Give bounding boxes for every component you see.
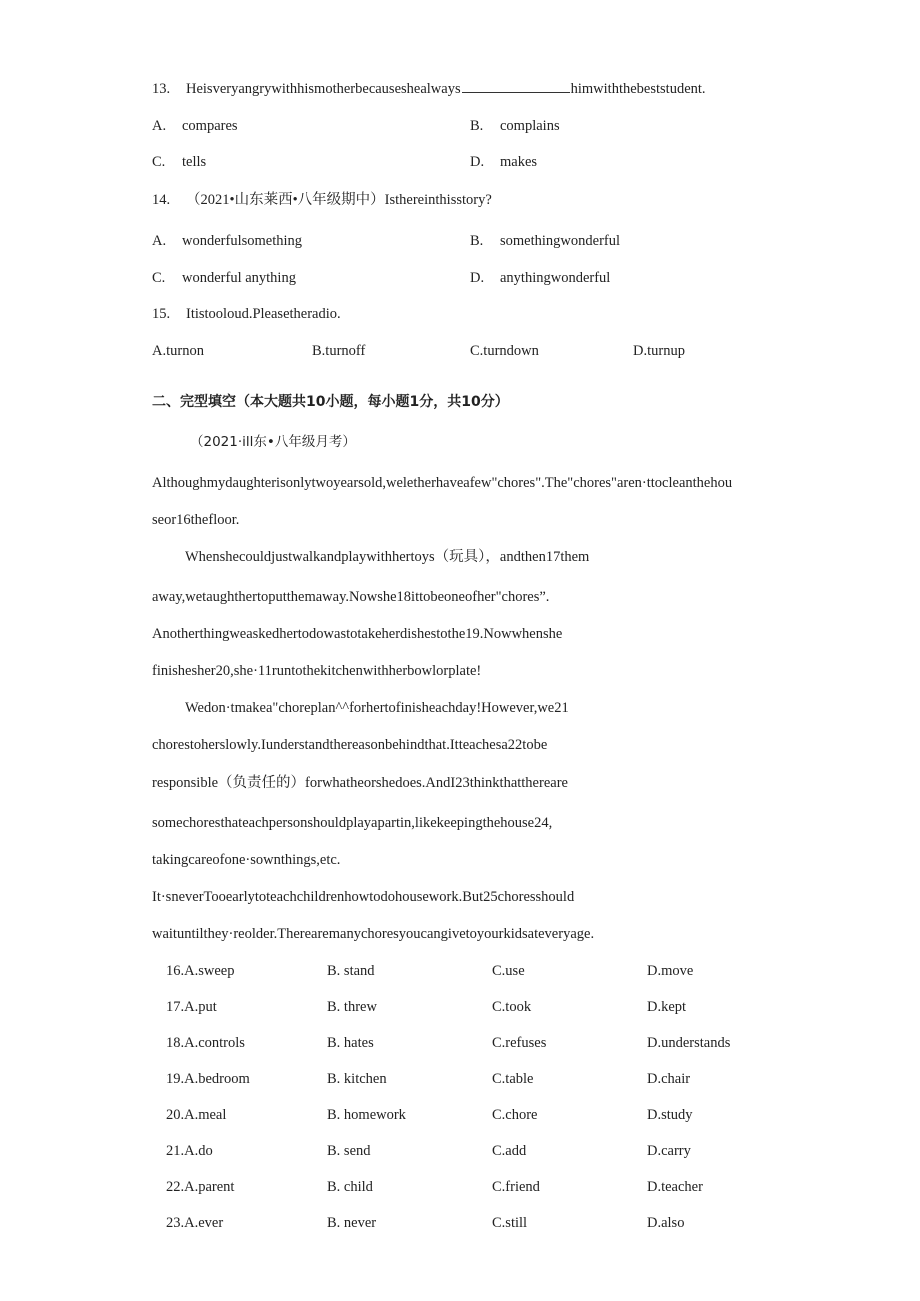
option-cell: B. threw (327, 999, 377, 1015)
option-14c (152, 268, 296, 288)
option-text: somethingwonderful (500, 233, 621, 249)
option-13a (152, 116, 238, 136)
passage-line: Whenshecouldjustwalkandplaywithhertoys（玩具），andthen17them (185, 549, 590, 565)
option-cell: D.chair (647, 1071, 691, 1087)
passage-line: It·sneverTooearlytoteachchildrenhowtodohousework.But25choresshould (152, 889, 575, 905)
question-13-stem (152, 79, 706, 99)
stem-text: （2021•山东莱西•八年级期中）Isthereinthisstory? (186, 192, 492, 208)
option-text: wonderfulsomething (182, 233, 303, 249)
option-cell: 19.A.bedroom (166, 1071, 250, 1087)
passage-line: away,wetaughthertoputthemaway.Nowshe18ittobeoneofher"chores”. (152, 589, 550, 605)
option-text: makes (500, 154, 538, 170)
option-cell: C.chore (492, 1107, 538, 1123)
option-13b (470, 116, 560, 136)
option-cell: 23.A.ever (166, 1215, 224, 1231)
option-cell: C.still (492, 1215, 528, 1231)
option-label: A. (152, 118, 167, 134)
option-cell: B. kitchen (327, 1071, 387, 1087)
option-cell: D.also (647, 1215, 685, 1231)
section-heading: 二、完型填空（本大题共10小题，每小题1分，共10分） (152, 394, 509, 410)
option-cell: B. child (327, 1179, 373, 1195)
option-14a (152, 231, 302, 251)
option-cell: C.add (492, 1143, 527, 1159)
question-14-stem (152, 190, 492, 210)
option-13c (152, 152, 206, 172)
option-cell: 17.A.put (166, 999, 217, 1015)
passage-line: finishesher20,she·11runtothekitchenwithherbowlorplate! (152, 663, 482, 679)
passage-line: chorestoherslowly.Iunderstandthereasonbehindthat.Itteachesa22tobe (152, 737, 548, 753)
passage-line: somechoresthateachpersonshouldplayapartin,likekeepingthehouse24, (152, 815, 553, 831)
option-text: anythingwonderful (500, 270, 611, 286)
option-cell: D.understands (647, 1035, 731, 1051)
option-label: D. (470, 270, 485, 286)
option-label: B. (470, 233, 484, 249)
passage-line: Althoughmydaughterisonlytwoyearsold,weletherhaveafew"chores".The"chores"aren·ttocleanthehou (152, 475, 733, 491)
option-14b (470, 231, 620, 251)
passage-line: responsible（负责任的）forwhatheorshedoes.AndI23thinkthatthereare (152, 775, 568, 791)
option-cell: C.table (492, 1071, 534, 1087)
option-cell: 22.A.parent (166, 1179, 235, 1195)
option-15a: A.turnon (152, 343, 204, 359)
option-label: A. (152, 233, 167, 249)
option-15c: C.turndown (470, 343, 539, 359)
question-number: 13. (152, 81, 171, 97)
option-cell: C.use (492, 963, 525, 979)
option-text: complains (500, 118, 560, 134)
option-cell: 16.A.sweep (166, 963, 235, 979)
option-cell: D.study (647, 1107, 693, 1123)
option-cell: B. homework (327, 1107, 406, 1123)
passage-line: waituntilthey·reolder.Therearemanychoresyoucangivetoyourkidsateveryage. (152, 926, 595, 942)
option-label: C. (152, 154, 166, 170)
answer-blank (462, 80, 570, 93)
question-15-stem (152, 304, 341, 324)
option-15d: D.turnup (633, 343, 685, 359)
passage-line: Anotherthingweaskedhertodowastotakeherdishestothe19.Nowwhenshe (152, 626, 563, 642)
option-label: D. (470, 154, 485, 170)
passage-line: seor16thefloor. (152, 512, 240, 528)
option-label: C. (152, 270, 166, 286)
question-number: 14. (152, 192, 171, 208)
option-cell: B. hates (327, 1035, 374, 1051)
option-cell: D.move (647, 963, 694, 979)
option-cell: B. send (327, 1143, 371, 1159)
passage-line: takingcareofone·sownthings,etc. (152, 852, 341, 868)
passage-line: Wedon·tmakea"choreplan^^forhertofinisheachday!However,we21 (185, 700, 569, 716)
stem-text-after: himwiththebeststudent. (570, 81, 706, 97)
option-cell: D.kept (647, 999, 687, 1015)
option-text: compares (182, 118, 238, 134)
option-14d (470, 268, 610, 288)
option-cell: D.carry (647, 1143, 691, 1159)
option-cell: C.refuses (492, 1035, 547, 1051)
option-13d (470, 152, 537, 172)
option-cell: 18.A.controls (166, 1035, 245, 1051)
stem-text-before: Heisveryangrywithhismotherbecauseshealways (186, 81, 461, 97)
option-cell: 21.A.do (166, 1143, 213, 1159)
option-cell: 20.A.meal (166, 1107, 227, 1123)
option-label: B. (470, 118, 484, 134)
option-cell: B. stand (327, 963, 375, 979)
option-cell: B. never (327, 1215, 377, 1231)
option-text: tells (182, 154, 207, 170)
source-note: （2021·ill东•八年级月考） (190, 434, 356, 450)
stem-text: Itistooloud.Pleasetheradio. (186, 306, 341, 322)
option-cell: C.took (492, 999, 532, 1015)
option-cell: C.friend (492, 1179, 540, 1195)
option-text: wonderful anything (182, 270, 296, 286)
option-cell: D.teacher (647, 1179, 703, 1195)
option-15b: B.turnoff (312, 343, 366, 359)
question-number: 15. (152, 306, 171, 322)
